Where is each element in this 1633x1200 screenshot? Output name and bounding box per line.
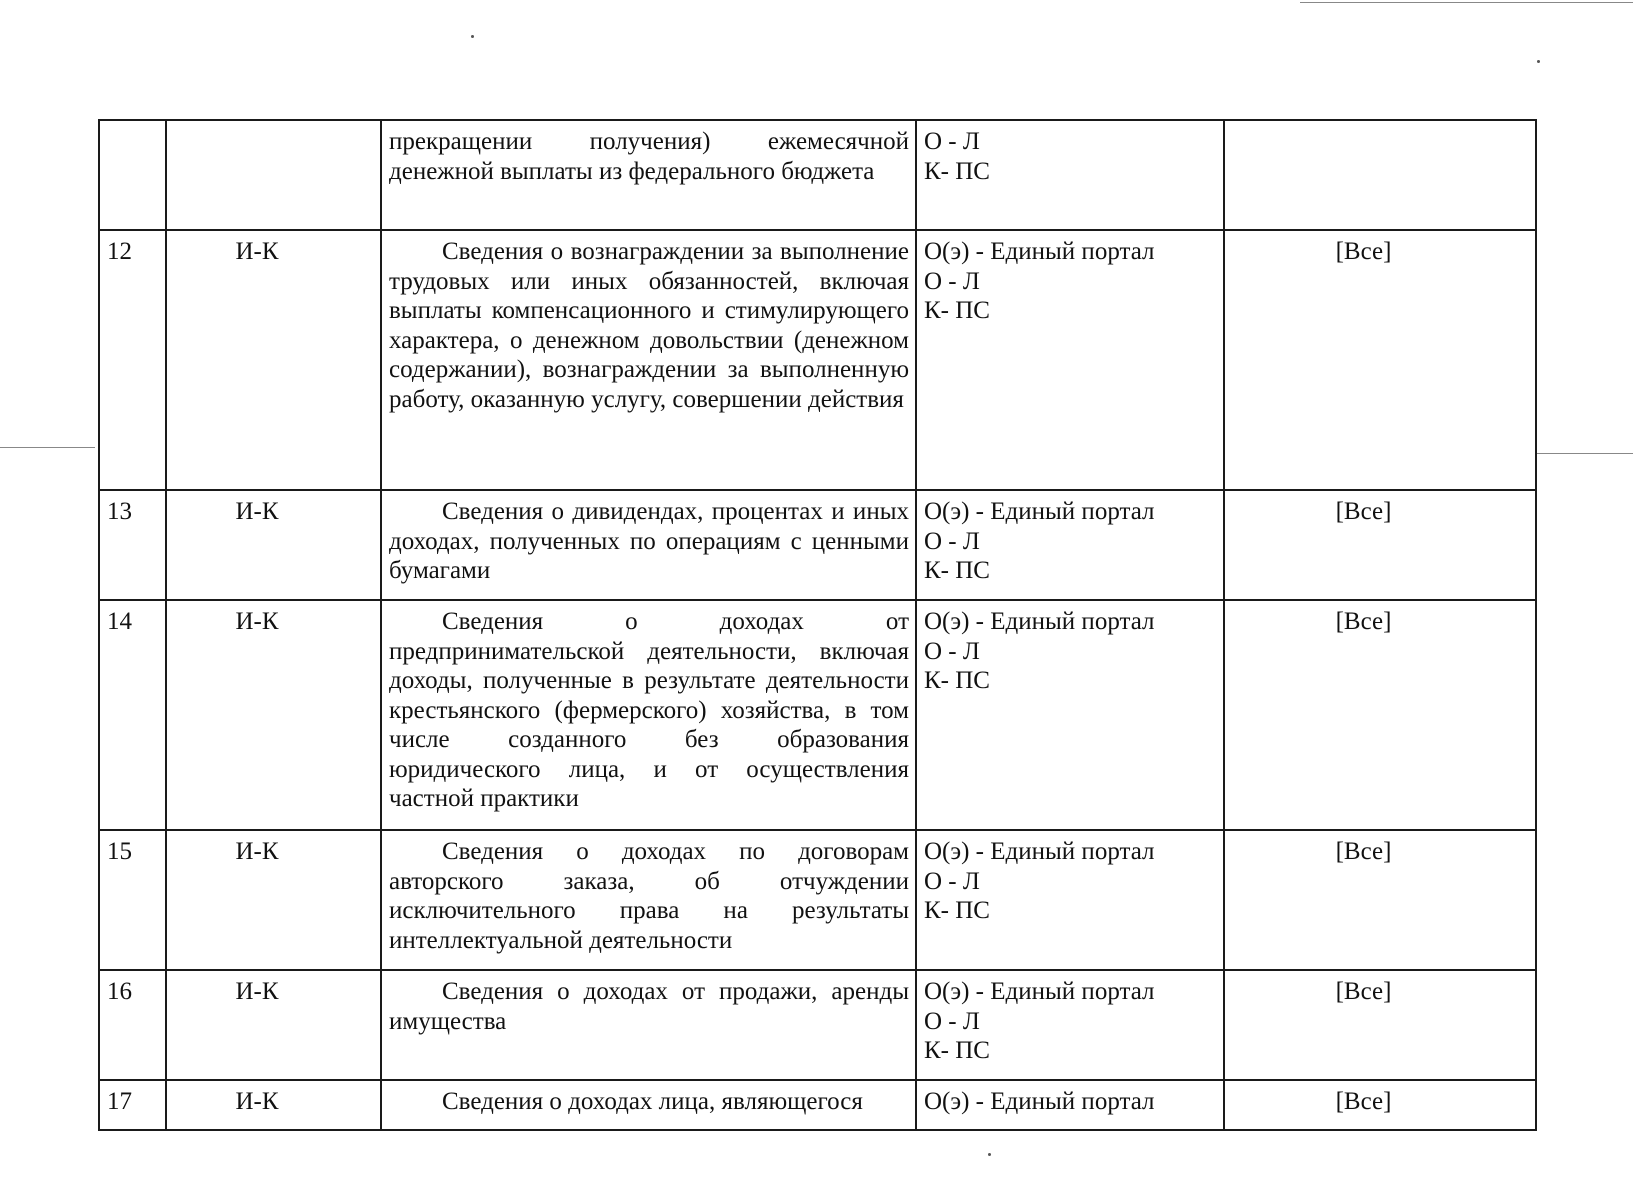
row-description-cell: Сведения о доходах лица, являющегося xyxy=(381,1080,916,1130)
source-line: О - Л xyxy=(924,867,980,895)
row-number-cell: 13 xyxy=(99,490,166,600)
row-number-cell: 12 xyxy=(99,230,166,490)
row-description-cell: Сведения о доходах от предпринимательской деятельности, включая доходы, полученные в результате деятельности крестьянского (фермерского) хозяйства, в том числе созданного без образования юридического лица, и от осуществления частной практики xyxy=(381,600,916,830)
source-line: К- ПС xyxy=(924,557,990,584)
row-access-cell: [Все] xyxy=(1224,230,1536,490)
scan-artifact-left-line xyxy=(0,447,95,448)
row-access-cell: [Все] xyxy=(1224,600,1536,830)
table-row xyxy=(99,230,1536,490)
scan-artifact-dot xyxy=(1537,60,1540,63)
row-sources-cell xyxy=(916,970,1224,1080)
row-description-cell: Сведения о вознаграждении за выполнение трудовых или иных обязанностей, включая выплаты компенсационного и стимулирующего характера, о денежном довольствии (денежном содержании), вознаграждении за выполненную работу, оказанную услугу, совершении действия xyxy=(381,230,916,490)
row-sources-cell xyxy=(916,1080,1224,1130)
scan-artifact-dot xyxy=(471,35,474,38)
scan-artifact-top-line xyxy=(1300,2,1633,3)
source-line: О(э) - Единый портал xyxy=(924,838,1155,865)
source-line: К- ПС xyxy=(924,897,990,924)
source-line: К- ПС xyxy=(924,297,990,324)
table-row xyxy=(99,830,1536,970)
row-code-cell: И-К xyxy=(166,490,381,600)
income-info-table xyxy=(98,119,1537,1131)
scan-artifact-dot xyxy=(988,1153,991,1156)
source-line: О - Л xyxy=(924,527,980,555)
source-line: О(э) - Единый портал xyxy=(924,238,1155,265)
row-code-cell: И-К xyxy=(166,970,381,1080)
row-sources-cell xyxy=(916,600,1224,830)
source-line: О - Л xyxy=(924,637,980,665)
row-access-cell: [Все] xyxy=(1224,970,1536,1080)
table-row xyxy=(99,490,1536,600)
source-line: К- ПС xyxy=(924,1037,990,1064)
table-row xyxy=(99,970,1536,1080)
row-number-cell: 17 xyxy=(99,1080,166,1130)
table-row-continued xyxy=(99,120,1536,230)
row-number-cell: 14 xyxy=(99,600,166,830)
row-code-cell: И-К xyxy=(166,230,381,490)
row-access-cell xyxy=(1224,120,1536,230)
row-code-cell: И-К xyxy=(166,1080,381,1130)
row-access-cell: [Все] xyxy=(1224,490,1536,600)
table-row xyxy=(99,1080,1536,1130)
source-line: О(э) - Единый портал xyxy=(924,1088,1155,1115)
row-code-cell: И-К xyxy=(166,600,381,830)
source-line: О(э) - Единый портал xyxy=(924,498,1155,525)
row-sources-cell xyxy=(916,230,1224,490)
row-sources-cell xyxy=(916,830,1224,970)
source-line: О - Л xyxy=(924,1007,980,1035)
row-number-cell: 16 xyxy=(99,970,166,1080)
row-description-cell: Сведения о доходах по договорам авторского заказа, об отчуждении исключительного права на результаты интеллектуальной деятельности xyxy=(381,830,916,970)
source-line: К- ПС xyxy=(924,667,990,694)
row-description-cell: прекращении получения) ежемесячной денежной выплаты из федерального бюджета xyxy=(381,120,916,230)
source-line: О(э) - Единый портал xyxy=(924,978,1155,1005)
row-sources-cell xyxy=(916,490,1224,600)
source-line: О - Л xyxy=(924,267,980,295)
row-description-cell: Сведения о дивидендах, процентах и иных доходах, полученных по операциям с ценными бумагами xyxy=(381,490,916,600)
row-code-cell xyxy=(166,120,381,230)
row-sources-cell xyxy=(916,120,1224,230)
scan-artifact-right-line xyxy=(1537,453,1633,454)
row-number-cell xyxy=(99,120,166,230)
row-description-cell: Сведения о доходах от продажи, аренды имущества xyxy=(381,970,916,1080)
source-line: К- ПС xyxy=(924,157,990,185)
source-line: О - Л xyxy=(924,128,980,155)
row-access-cell: [Все] xyxy=(1224,1080,1536,1130)
table-row xyxy=(99,600,1536,830)
row-access-cell: [Все] xyxy=(1224,830,1536,970)
row-code-cell: И-К xyxy=(166,830,381,970)
source-line: О(э) - Единый портал xyxy=(924,608,1155,635)
row-number-cell: 15 xyxy=(99,830,166,970)
